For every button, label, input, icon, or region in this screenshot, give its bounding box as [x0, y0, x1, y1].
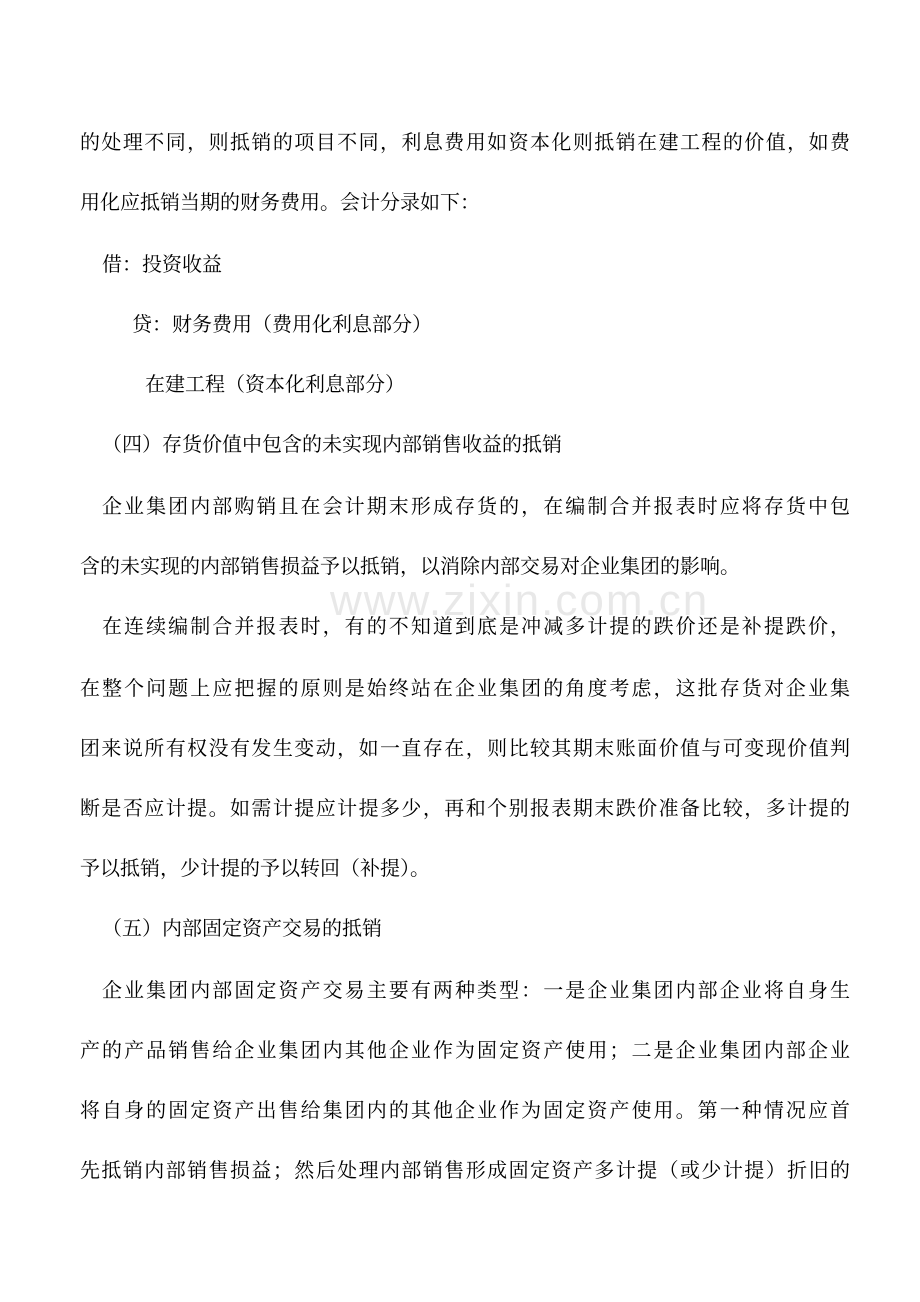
paragraph-line: 在连续编制合并报表时，有的不知道到底是冲减多计提的跌价还是补提跌价， [102, 614, 850, 638]
paragraph-line: 先抵销内部销售损益；然后处理内部销售形成固定资产多计提（或少计提）折旧的 [80, 1158, 850, 1182]
paragraph-line: 用化应抵销当期的财务费用。会计分录如下： [80, 190, 480, 214]
paragraph-line: 产的产品销售给企业集团内其他企业作为固定资产使用；二是企业集团内部企业 [80, 1038, 850, 1062]
journal-credit-line: 贷：财务费用（费用化利息部分） [132, 312, 432, 336]
paragraph-line: 企业集团内部购销且在会计期末形成存货的，在编制合并报表时应将存货中包 [102, 494, 850, 518]
paragraph-line: 在整个问题上应把握的原则是始终站在企业集团的角度考虑，这批存货对企业集 [80, 676, 850, 700]
paragraph-line: 团来说所有权没有发生变动，如一直存在，则比较其期末账面价值与可变现价值判 [80, 736, 850, 760]
paragraph-line: 将自身的固定资产出售给集团内的其他企业作为固定资产使用。第一种情况应首 [80, 1098, 850, 1122]
paragraph-line: 的处理不同，则抵销的项目不同，利息费用如资本化则抵销在建工程的价值，如费 [80, 130, 850, 154]
section-heading: （四）存货价值中包含的未实现内部销售收益的抵销 [102, 432, 562, 456]
paragraph-line: 断是否应计提。如需计提应计提多少，再和个别报表期末跌价准备比较，多计提的 [80, 796, 850, 820]
paragraph-line: 企业集团内部固定资产交易主要有两种类型：一是企业集团内部企业将自身生 [102, 978, 850, 1002]
paragraph-line: 含的未实现的内部销售损益予以抵销，以消除内部交易对企业集团的影响。 [80, 554, 740, 578]
paragraph-line: 予以抵销，少计提的予以转回（补提）。 [80, 856, 430, 880]
section-heading: （五）内部固定资产交易的抵销 [102, 916, 382, 940]
journal-credit-line: 在建工程（资本化利息部分） [145, 372, 405, 396]
watermark: www.zixin.com.cn [330, 576, 710, 625]
journal-debit-line: 借：投资收益 [102, 252, 222, 276]
